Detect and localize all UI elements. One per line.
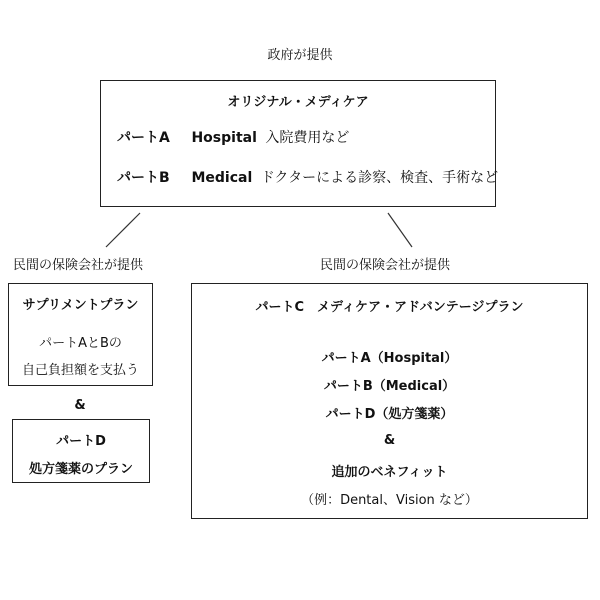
left-provider-label: 民間の保険会社が提供 xyxy=(13,258,144,273)
part-b-desc: ドクターによる診察、検査、手術など xyxy=(260,170,499,186)
part-d-plan-title: パートD xyxy=(56,434,106,449)
part-a-label: パートA xyxy=(117,130,170,146)
medicare-advantage-box xyxy=(191,283,588,519)
part-a-en: Hospital xyxy=(191,130,257,146)
medicare-advantage-title: パートC メディケア・アドバンテージプラン xyxy=(255,300,524,315)
government-provider-label: 政府が提供 xyxy=(267,48,333,63)
supplement-plan-line1: パートAとBの xyxy=(39,336,122,351)
part-d-plan-box xyxy=(12,419,150,483)
part-b-label: パートB xyxy=(117,170,170,186)
part-d-plan-subtitle: 処方箋薬のプラン xyxy=(28,462,133,477)
advantage-item-part-b: パートB（Medical） xyxy=(323,379,456,394)
supplement-plan-title: サプリメントプラン xyxy=(22,298,139,313)
advantage-item-part-a: パートA（Hospital） xyxy=(321,351,458,366)
additional-benefits-title: 追加のベネフィット xyxy=(331,465,448,480)
part-b-en: Medical xyxy=(191,170,253,186)
supplement-plan-box xyxy=(8,283,153,386)
part-b-row xyxy=(117,167,499,187)
supplement-plan-line2: 自己負担額を支払う xyxy=(21,363,139,378)
connector-line-left xyxy=(106,213,140,247)
advantage-item-part-d: パートD（処方箋薬） xyxy=(325,407,454,422)
original-medicare-box xyxy=(100,80,499,207)
connector-line-right xyxy=(388,213,412,247)
part-a-row xyxy=(117,127,487,147)
part-a-desc: 入院費用など xyxy=(265,130,350,146)
original-medicare-title: オリジナル・メディケア xyxy=(227,95,369,110)
additional-benefits-example: （例：Dental、Vision など） xyxy=(301,493,478,508)
left-ampersand: & xyxy=(74,398,86,413)
right-provider-label: 民間の保険会社が提供 xyxy=(320,258,451,273)
advantage-ampersand: & xyxy=(383,433,396,448)
